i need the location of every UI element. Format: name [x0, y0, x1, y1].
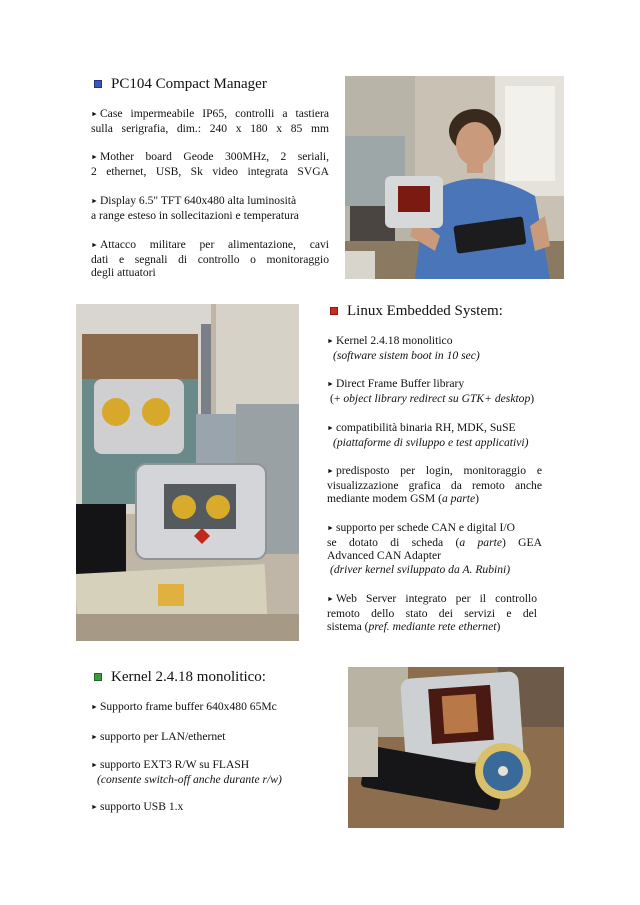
photo-man-holding-device [345, 76, 564, 279]
section3-item-1: ► Supporto frame buffer 640x480 65Mc [91, 700, 277, 713]
section1-item-4: ► Attacco militare per alimentazione, cavi dati e segnali di controllo o monitoraggio degli attuatori [91, 238, 329, 279]
section1-item-1: ► Case impermeabile IP65, controlli a tastiera sulla serigrafia, dim.: 240 x 180 x 85 mm [91, 107, 329, 135]
section1-item-2: ► Mother board Geode 300MHz, 2 seriali, 2 ethernet, USB, Sk video integrata SVGA [91, 150, 329, 178]
arrow-bullet-icon: ► [91, 110, 98, 118]
section1-title: PC104 Compact Manager [111, 76, 267, 92]
section2-item-6: ► Web Server integrato per il controllo remoto dello stato dei servizi e del sistema (pref. mediante rete ethernet) [327, 592, 537, 633]
arrow-bullet-icon: ► [91, 803, 98, 811]
green-square-bullet-icon [94, 673, 102, 681]
arrow-bullet-icon: ► [91, 733, 98, 741]
arrow-bullet-icon: ► [91, 761, 98, 769]
section1-item-3: ► Display 6.5" TFT 640x480 alta luminosità a range esteso in sollecitazioni e temperatura [91, 194, 299, 222]
section2-item-5: ► supporto per schede CAN e digital I/O se dotato di scheda (a parte) GEA Advanced CAN Adapter (driver kernel sviluppato da A. Rubini) [327, 521, 543, 576]
section3-item-4: ► supporto USB 1.x [91, 800, 184, 813]
section2-item-4: ► predisposto per login, monitoraggio e visualizzazione grafica da remoto anche mediante modem GSM (a parte) [327, 464, 542, 505]
arrow-bullet-icon: ► [327, 424, 334, 432]
arrow-bullet-icon: ► [91, 241, 98, 249]
section2-item-2: ► Direct Frame Buffer library (+ object library redirect su GTK+ desktop) [327, 377, 535, 405]
section3-item-3: ► supporto EXT3 R/W su FLASH (consente switch-off anche durante r/w) [91, 758, 282, 786]
red-square-bullet-icon [330, 307, 338, 315]
arrow-bullet-icon: ► [91, 197, 98, 205]
arrow-bullet-icon: ► [327, 595, 334, 603]
arrow-bullet-icon: ► [91, 153, 98, 161]
arrow-bullet-icon: ► [327, 337, 334, 345]
section3-item-2: ► supporto per LAN/ethernet [91, 730, 226, 743]
section3-heading [94, 668, 266, 686]
arrow-bullet-icon: ► [327, 467, 334, 475]
section2-heading [330, 302, 503, 320]
arrow-bullet-icon: ► [327, 380, 334, 388]
photo-device-keyboard-cd [348, 667, 564, 828]
blue-square-bullet-icon [94, 80, 102, 88]
arrow-bullet-icon: ► [91, 703, 98, 711]
section2-item-1: ► Kernel 2.4.18 monolitico (software sistem boot in 10 sec) [327, 334, 480, 362]
photo-monitor-and-device [76, 304, 299, 641]
section1-heading [94, 75, 267, 93]
section2-item-3: ► compatibilità binaria RH, MDK, SuSE (piattaforme di sviluppo e test applicativi) [327, 421, 529, 449]
arrow-bullet-icon: ► [327, 524, 334, 532]
section3-title: Kernel 2.4.18 monolitico: [111, 669, 266, 685]
section2-title: Linux Embedded System: [347, 303, 503, 319]
